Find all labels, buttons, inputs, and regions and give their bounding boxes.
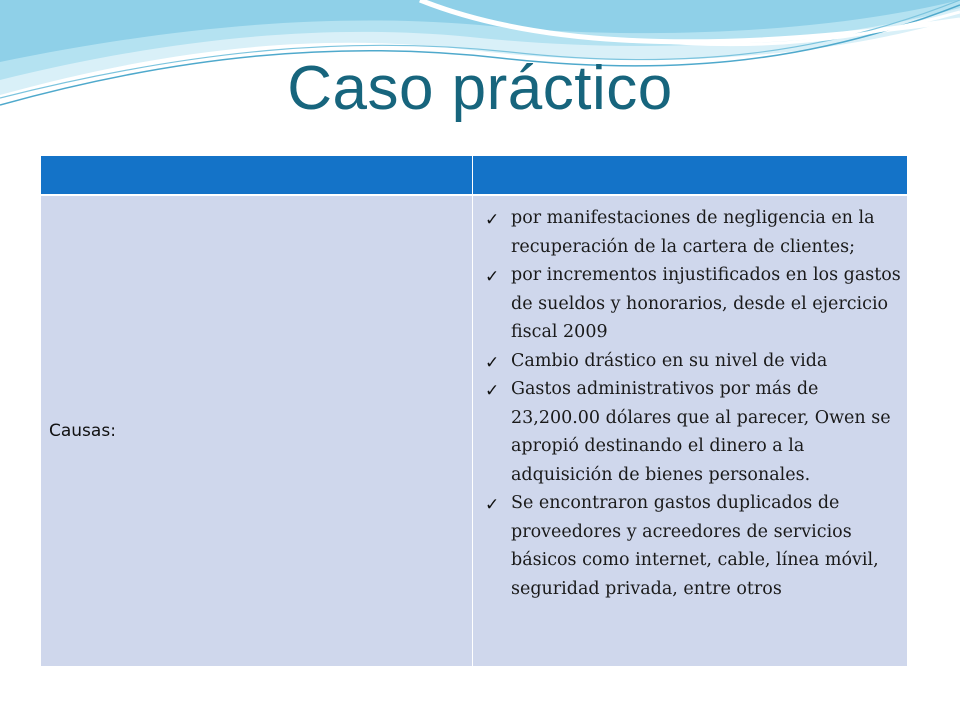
list-item: ✓ Cambio drástico en su nivel de vida — [485, 347, 901, 376]
row-label: Causas: — [49, 421, 116, 441]
causes-table — [41, 156, 907, 666]
causes-list — [485, 204, 901, 603]
slide-title: Caso práctico — [287, 54, 673, 123]
row-label-cell — [41, 196, 472, 666]
check-icon: ✓ — [485, 210, 500, 230]
list-item: ✓ por manifestaciones de negligencia en la recuperación de la cartera de clientes; — [485, 208, 875, 257]
list-item: ✓ Se encontraron gastos duplicados de proveedores y acreedores de servicios básicos como internet, cable, línea móvil, seguridad privada, entre otros — [485, 493, 879, 599]
list-item: ✓ por incrementos injustificados en los gastos de sueldos y honorarios, desde el ejercicio fiscal 2009 — [485, 265, 901, 342]
check-icon: ✓ — [485, 381, 500, 401]
table-header-cell-left — [41, 156, 472, 194]
check-icon: ✓ — [485, 495, 500, 515]
check-icon: ✓ — [485, 352, 500, 373]
check-icon: ✓ — [485, 267, 500, 287]
table-header-cell-right — [473, 156, 907, 194]
list-item: ✓ Gastos administrativos por más de 23,200.00 dólares que al parecer, Owen se apropió destinando el dinero a la adquisición de bienes personales. — [485, 379, 891, 485]
causes-list-cell — [473, 196, 907, 666]
